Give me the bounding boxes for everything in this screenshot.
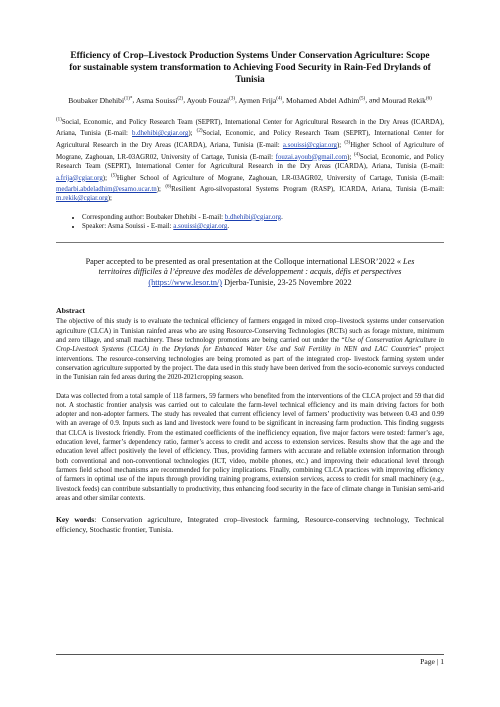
contact-item: • Corresponding author: Boubaker Dhehibi - E-mail: b.dhehibi@cgiar.org. — [82, 213, 444, 223]
affiliation: $^{(6)}$Resilient Agro-silvopastoral Systems Program (RASP), ICARDA, Ariana, Tunisia (E-mail: m.rekik@cgiar.org); — [56, 184, 444, 203]
abstract-paragraph: Data was collected from a total sample of 118 farmers, 59 farmers who benefited from the interventions of the CLCA project and 59 that did not. A stochastic frontier analysis was carried out to calculate the farm-level technical efficiency and its main driving factors for both adopter and non-adopter farmers. The study has revealed that current efficiency level of farmers’ productivity was between 0.43 and 0.99 with an average of 0.9. Inputs such as land and livestock were found to be significant in increasing farm production. This finding suggests that CLCA is livestock friendly. From the estimated coefficients of the inefficiency equation, five major factors were tested: farmer’s age, education level, farmer’s dependency ratio, farmer’s access to credit and access to extension services. Results show that the age and the education level affect positively the level of efficiency. Thus, providing farmers with accurate and reliable extension information through both conventional and non-conventional technologies (ICT, video, mobile phones, etc.) and improving their educational level through farmers field school mechanisms are recommended for policy implications. Finally, combining CLCA practices with improving efficiency of farmers in optimal use of the inputs through providing training programs, extension services, access to credit for small machinery (e.g., livestock feeds) can contribute substantially to productivity, thus enhancing food security in the face of climate change in Tunisian semi-arid areas and other similar contexts. — [56, 392, 444, 502]
abstract-paragraph: The objective of this study is to evaluate the technical efficiency of farmers engaged in mixed crop–livestock systems under conservation agriculture (CLCA) in Tunisian rainfed areas who are using Resource-Conserving Technologies (RCTs) such as forage mixture, minimum and zero tillage, and small machinery. These technology promotions are being carried out under the “Use of Conservation Agriculture in Crop-Livestock Systems (CLCA) in the Drylands for Enhanced Water Use and Soil Fertility in NEN and LAC Countries” project interventions. The resource-conserving technologies are being promoted as part of the integrated crop- livestock farming system under conservation agriculture supported by the project. The data used in this study have been derived from the socio-economic surveys conducted in the Tunisian rain fed areas during the 2020-2021cropping season. — [56, 318, 444, 382]
email-link[interactable]: b.dhehibi@cgiar.org — [224, 213, 282, 221]
email-link[interactable]: b.dhehibi@cgiar.org — [132, 130, 189, 138]
author: Mohamed Abdel Adhim$^{(5)}$ — [285, 95, 366, 105]
affiliation: $^{(4)}$Social, Economic, and Policy Research Team (SEPRT), International Center for Agricultural Research in the Dry Areas (ICARDA), Ariana, Tunisia (E-mail: a.frija@cgiar.org); — [56, 152, 444, 182]
footer-rule — [56, 654, 444, 655]
keywords: Key words: Conservation agriculture, Integrated crop–livestock farming, Resource-conserving technology, Technical efficiency, Stochastic frontier, Tunisia. — [56, 515, 444, 535]
paper-page — [56, 50, 444, 535]
affiliation: $^{(5)}$Higher School of Agriculture of Mograne, Zaghouan, LR-03AGR02, University of Cartage, Tunisia (E-mail: medarbi.abdeladhim@esamo.ucar.tn); — [56, 173, 445, 194]
page-footer — [56, 654, 444, 666]
page-number: Page | 1 — [420, 657, 444, 666]
contact-list — [56, 213, 444, 232]
author-list: Boubaker Dhehibi$^{(1)*}$, Asma Souissi$^{(2)}$, Ayoub Fouzai$^{(3)}$, Aymen Frija$^{(4)}$, Mohamed Abdel Adhim$^{(5)}$, and Mourad Rekik$^{(6)}$ — [68, 95, 432, 105]
email-link[interactable]: fouzai.ayoub@gmail.com — [275, 153, 348, 161]
email-link[interactable]: a.souissi@cgiar.org — [282, 142, 337, 150]
author: Ayoub Fouzai$^{(3)}$ — [186, 95, 235, 105]
email-link[interactable]: m.rekik@cgiar.org — [56, 195, 108, 203]
email-link[interactable]: a.souissi@cgiar.org — [173, 223, 228, 231]
divider — [56, 242, 444, 243]
abstract-heading: Abstract — [56, 306, 86, 316]
author: Aymen Frija$^{(4)}$ — [238, 95, 283, 105]
author: Mourad Rekik$^{(6)}$ — [381, 95, 432, 105]
affiliation: $^{(1)}$Social, Economic, and Policy Research Team (SEPRT), International Center for Agricultural Research in the Dry Areas (ICARDA), Ariana, Tunisia (E-mail: b.dhehibi@cgiar.org); — [56, 117, 444, 138]
contact-item: • Speaker: Asma Souissi - E-mail: a.souissi@cgiar.org. — [82, 222, 444, 232]
affiliation: $^{(2)}$Social, Economic, and Policy Research Team (SEPRT), International Center for Agricultural Research in the Dry Areas (ICARDA), Ariana, Tunisia (E-mail: a.souissi@cgiar.org); — [56, 129, 444, 150]
conference-link[interactable]: (https://www.lesor.tn/) — [148, 277, 223, 287]
conference-notice: Paper accepted to be presented as oral presentation at the Colloque international LESOR’2022 « Les territoires difficiles à l’épreuve des modèles de développement : acquis, défis et perspectives (https://www.lesor.tn/) Djerba-Tunisie, 23-25 Novembre 2022 — [85, 256, 415, 287]
email-link[interactable]: medarbi.abdeladhim@esamo.ucar.tn — [56, 186, 157, 194]
affiliations — [56, 116, 444, 204]
affiliation: $^{(3)}$Higher School of Agriculture of Mograne, Zaghouan, LR-03AGR02, University of Cartage, Tunisia (E-mail: fouzai.ayoub@gmail.com); — [56, 140, 444, 161]
email-link[interactable]: a.frija@cgiar.org — [56, 174, 103, 182]
author: Asma Souissi$^{(2)}$ — [135, 95, 184, 105]
paper-title: Efficiency of Crop–Livestock Production Systems Under Conservation Agriculture: Scope for sustainable system transformation to Achieving Food Security in Rain-Fed Drylands of Tunisia — [69, 51, 431, 85]
author: Boubaker Dhehibi$^{(1)*}$ — [68, 95, 133, 105]
